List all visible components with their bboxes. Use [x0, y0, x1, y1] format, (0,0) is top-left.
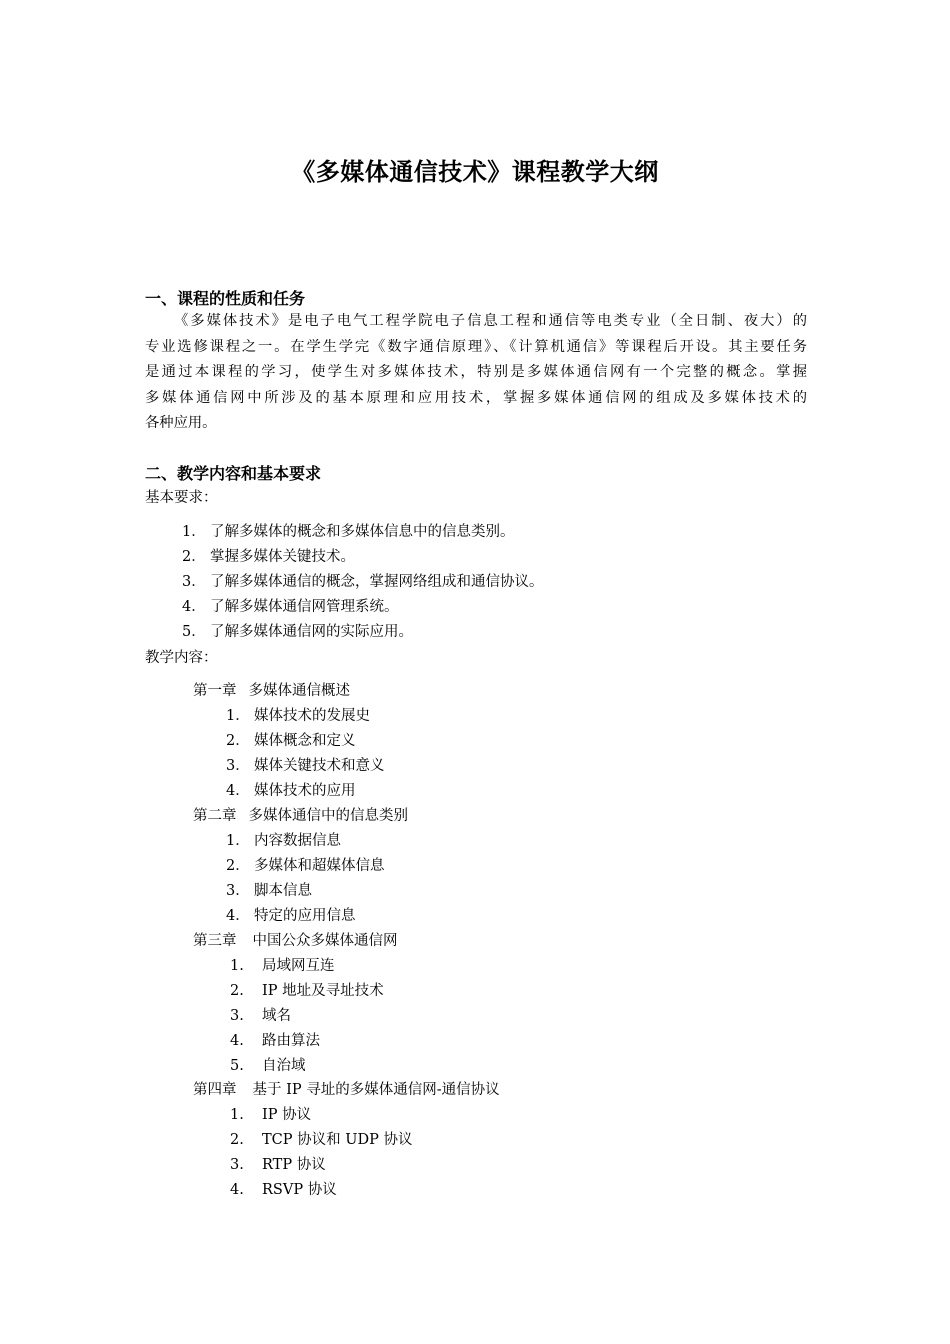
item-text: 媒体概念和定义: [254, 733, 356, 749]
requirement-item: [182, 570, 544, 591]
paragraph-line: 多媒体通信网中所涉及的基本原理和应用技术，掌握多媒体通信网的组成及多媒体技术的: [145, 389, 807, 406]
item-text: IP 协议: [262, 1107, 312, 1123]
chapter-label: 第一章: [193, 683, 237, 699]
chapter-item: [230, 1103, 311, 1124]
chapter-title: 多媒体通信中的信息类别: [248, 808, 408, 824]
paragraph-line: 是通过本课程的学习，使学生对多媒体技术，特别是多媒体通信网有一个完整的概念。掌握: [145, 364, 807, 380]
chapter-item: [226, 904, 356, 925]
requirements-label: 基本要求：: [145, 490, 218, 506]
item-number: 4．: [182, 599, 206, 615]
chapter-item: [230, 1153, 326, 1174]
item-number: 3.: [230, 1008, 244, 1024]
item-text: 内容数据信息: [254, 833, 341, 849]
item-text: 了解多媒体通信网管理系统。: [210, 599, 399, 615]
item-number: 4．: [226, 908, 250, 924]
chapter-label: 第二章: [193, 808, 237, 824]
item-number: 1．: [182, 524, 206, 540]
chapter-heading: [193, 929, 398, 950]
chapter-title: 多媒体通信概述: [248, 683, 350, 699]
chapter-item: [226, 729, 356, 750]
item-number: 2．: [226, 733, 250, 749]
paragraph-line: 《多媒体技术》是电子电气工程学院电子信息工程和通信等电类专业（全日制、夜大）的: [174, 313, 807, 329]
item-number: 4.: [230, 1182, 244, 1198]
paragraph-line: 专业选修课程之一。在学生学完《数字通信原理》、《计算机通信》等课程后开设。其主要任务: [145, 338, 807, 355]
item-text: 了解多媒体的概念和多媒体信息中的信息类别。: [210, 524, 515, 540]
chapter-item: [226, 754, 385, 775]
section1-paragraph: [145, 309, 807, 437]
item-number: 5.: [230, 1058, 244, 1074]
item-number: 3．: [182, 574, 206, 590]
item-text: 路由算法: [262, 1033, 320, 1049]
section-heading-2: 二、教学内容和基本要求: [145, 464, 322, 483]
item-number: 2．: [226, 858, 250, 874]
chapter-item: [226, 829, 341, 850]
item-text: 掌握多媒体关键技术。: [210, 549, 355, 565]
chapter-label: 第三章: [193, 933, 237, 949]
item-text: 域名: [262, 1008, 291, 1024]
chapter-heading: [193, 804, 408, 825]
chapter-item: [230, 1054, 306, 1075]
item-number: 3.: [230, 1157, 244, 1173]
content-label: 教学内容：: [145, 650, 218, 666]
chapter-item: [230, 1178, 337, 1199]
chapter-title: 基于 IP 寻址的多媒体通信网-通信协议: [252, 1082, 500, 1098]
chapter-item: [230, 979, 384, 1000]
requirement-item: [182, 620, 413, 641]
item-number: 1.: [230, 1107, 244, 1123]
item-number: 5．: [182, 624, 206, 640]
item-number: 1.: [230, 958, 244, 974]
paragraph-line: 各种应用。: [145, 415, 217, 431]
requirement-item: [182, 520, 515, 541]
item-text: RSVP 协议: [262, 1182, 337, 1198]
chapter-title: 中国公众多媒体通信网: [252, 933, 398, 949]
item-text: 脚本信息: [254, 883, 312, 899]
requirement-item: [182, 545, 355, 566]
item-number: 4．: [226, 783, 250, 799]
item-text: RTP 协议: [262, 1157, 326, 1173]
item-text: 多媒体和超媒体信息: [254, 858, 385, 874]
item-text: 局域网互连: [262, 958, 335, 974]
chapter-item: [230, 954, 335, 975]
chapter-item: [226, 779, 356, 800]
chapter-heading: [193, 1078, 500, 1099]
item-number: 2.: [230, 983, 244, 999]
chapter-item: [230, 1004, 291, 1025]
item-text: IP 地址及寻址技术: [262, 983, 384, 999]
page-title: 《多媒体通信技术》课程教学大纲: [291, 158, 659, 186]
item-number: 4.: [230, 1033, 244, 1049]
item-text: 媒体技术的应用: [254, 783, 356, 799]
requirement-item: [182, 595, 399, 616]
chapter-heading: [193, 679, 350, 700]
chapter-item: [226, 854, 385, 875]
item-number: 2.: [230, 1132, 244, 1148]
chapter-item: [230, 1029, 320, 1050]
chapter-item: [226, 704, 370, 725]
item-text: 媒体关键技术和意义: [254, 758, 385, 774]
chapter-label: 第四章: [193, 1082, 237, 1098]
item-text: TCP 协议和 UDP 协议: [262, 1132, 413, 1148]
item-text: 媒体技术的发展史: [254, 708, 370, 724]
item-number: 3．: [226, 883, 250, 899]
item-number: 1．: [226, 833, 250, 849]
item-number: 2．: [182, 549, 206, 565]
item-number: 1．: [226, 708, 250, 724]
chapter-item: [226, 879, 312, 900]
section-heading-1: 一、课程的性质和任务: [145, 289, 306, 308]
item-text: 特定的应用信息: [254, 908, 356, 924]
item-number: 3．: [226, 758, 250, 774]
item-text: 了解多媒体通信的概念，掌握网络组成和通信协议。: [210, 574, 544, 590]
chapter-item: [230, 1128, 412, 1149]
item-text: 自治域: [262, 1058, 306, 1074]
item-text: 了解多媒体通信网的实际应用。: [210, 624, 413, 640]
